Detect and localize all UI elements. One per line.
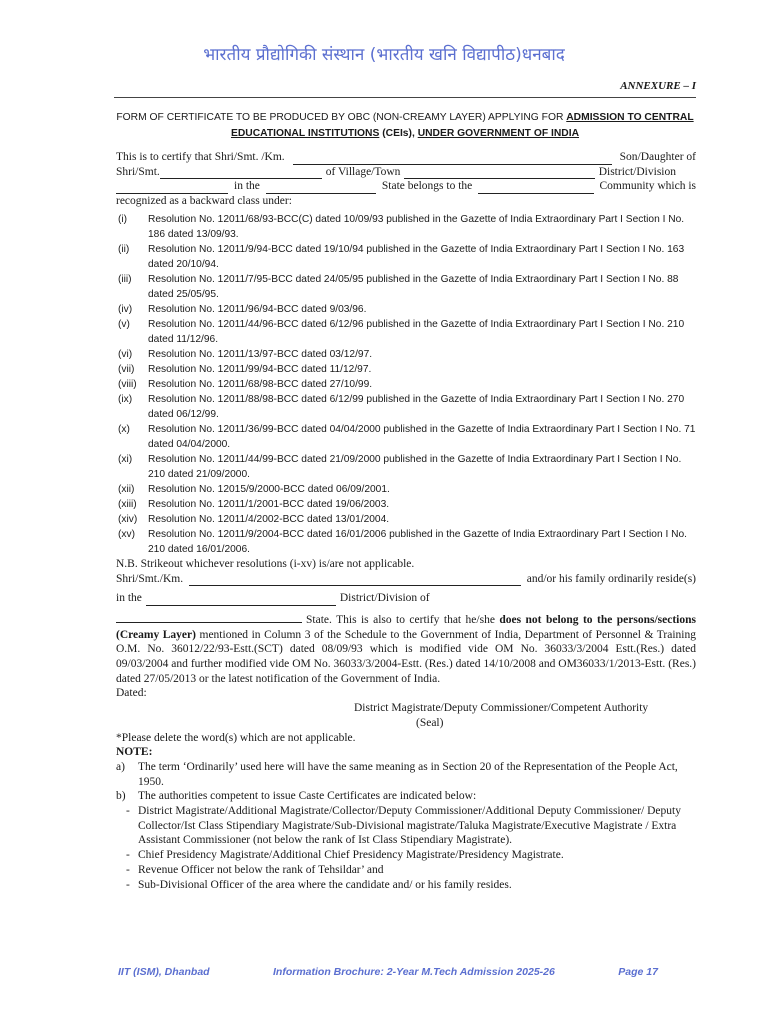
certify-text-2a: Shri/Smt. <box>116 165 160 178</box>
resolution-number: (xv) <box>118 528 135 540</box>
certify-line-2 <box>116 165 696 180</box>
resolution-number: (xiv) <box>118 513 138 525</box>
resolution-number: (ii) <box>118 243 130 255</box>
signatory-label: District Magistrate/Deputy Commissioner/Competent Authority <box>354 702 649 715</box>
form-title-mid: (CEIs), <box>379 128 418 139</box>
form-title-prefix: FORM OF CERTIFICATE TO BE PRODUCED BY OBC (NON-CREAMY LAYER) APPLYING FOR <box>116 112 567 123</box>
resolution-text: Resolution No. 12011/9/2004-BCC dated 16/01/2006 published in the Gazette of India Extraordinary Part I Section I No. 210 dated 16/01/2006. <box>148 528 687 555</box>
resolution-number: (vii) <box>118 363 135 375</box>
resolution-number: (iii) <box>118 273 132 285</box>
resolution-text: Resolution No. 12011/96/94-BCC dated 9/03/96. <box>148 303 367 315</box>
delete-note: *Please delete the word(s) which are not applicable. <box>116 731 356 744</box>
certify-text-1a: This is to certify that Shri/Smt. /Km. <box>116 151 285 163</box>
dated-label: Dated: <box>116 687 147 700</box>
authority-item: - Chief Presidency Magistrate/Additional Chief Presidency Magistrate/Presidency Magistrate. <box>126 849 564 862</box>
resolution-text: Resolution No. 12015/9/2000-BCC dated 06/09/2001. <box>148 483 390 495</box>
note-item-a <box>116 760 696 789</box>
resolution-number: (v) <box>118 318 130 330</box>
footer-page-number: Page 17 <box>618 966 658 978</box>
note-item-b <box>116 789 696 804</box>
authority-text: Revenue Officer not below the rank of Tehsildar’ and <box>138 863 384 876</box>
note-a-text: The term ‘Ordinarily’ used here will have the same meaning as in Section 20 of the Representation of the People Act, 1950. <box>138 760 678 788</box>
form-title <box>114 110 696 142</box>
note-section <box>116 745 696 892</box>
resolution-item <box>116 512 696 527</box>
state-paragraph <box>116 612 696 687</box>
resolution-item <box>116 527 696 557</box>
resolution-number: (i) <box>118 213 128 225</box>
certify-text-1b: Son/Daughter of <box>619 151 696 163</box>
reside-text-c: in the <box>116 592 142 605</box>
reside-line-2 <box>116 591 696 606</box>
district-blank[interactable] <box>116 183 228 194</box>
note-a-label: a) <box>116 760 125 773</box>
authority-item: - Sub-Divisional Officer of the area where the candidate and/ or his family resides. <box>126 878 512 891</box>
resolution-item <box>116 242 696 272</box>
certify-text-2b: of Village/Town <box>325 165 401 178</box>
certify-line-1 <box>116 150 696 165</box>
reside-district-blank[interactable] <box>146 595 336 606</box>
name-blank[interactable] <box>293 154 612 165</box>
footer-brochure: Information Brochure: 2-Year M.Tech Admission 2025-26 <box>273 966 555 978</box>
resolution-item <box>116 302 696 317</box>
resolution-item <box>116 452 696 482</box>
resolution-text: Resolution No. 12011/4/2002-BCC dated 13/01/2004. <box>148 513 390 525</box>
state-blank[interactable] <box>266 183 376 194</box>
resolution-number: (vi) <box>118 348 133 360</box>
resolutions-list <box>116 212 696 557</box>
resolution-item <box>116 482 696 497</box>
note-b-label: b) <box>116 790 126 803</box>
resolution-text: Resolution No. 12011/99/94-BCC dated 11/12/97. <box>148 363 372 375</box>
reside-text-b: and/or his family ordinarily reside(s) <box>526 572 696 585</box>
certify-text-3b: State belongs to the <box>381 180 473 193</box>
village-blank[interactable] <box>404 168 594 179</box>
strikeout-note: N.B. Strikeout whichever resolutions (i-xv) is/are not applicable. <box>116 557 415 570</box>
page-footer <box>118 966 658 978</box>
authority-text: Sub-Divisional Officer of the area where the candidate and/ or his family resides. <box>138 878 512 891</box>
form-title-underline-2: UNDER GOVERNMENT OF INDIA <box>417 128 580 139</box>
reside-name-blank[interactable] <box>189 575 521 586</box>
resolution-number: (viii) <box>118 378 137 390</box>
resolution-item <box>116 377 696 392</box>
header-divider <box>114 97 696 98</box>
resolution-number: (iv) <box>118 303 133 315</box>
resolution-text: Resolution No. 12011/44/96-BCC dated 6/12/96 published in the Gazette of India Extraordinary Part I Section I No. 210 dated 11/12/96. <box>148 318 685 345</box>
community-blank[interactable] <box>478 183 593 194</box>
note-b-text: The authorities competent to issue Caste Certificates are indicated below: <box>138 790 477 803</box>
resolution-text: Resolution No. 12011/44/99-BCC dated 21/09/2000 published in the Gazette of India Extraordinary Part I Section I No. 210 dated 21/09/2000. <box>148 453 682 480</box>
certify-line-4: recognized as a backward class under: <box>116 195 292 208</box>
authority-item: - Revenue Officer not below the rank of Tehsildar’ and <box>126 863 384 876</box>
institute-hindi-header: भारतीय प्रौद्योगिकी संस्थान (भारतीय खनि विद्यापीठ)धनबाद <box>203 45 565 65</box>
resolution-text: Resolution No. 12011/7/95-BCC dated 24/05/95 published in the Gazette of India Extraordinary Part I Section I No. 88 dated 25/05/95. <box>148 273 679 300</box>
certificate-body <box>116 150 696 892</box>
creamy-layer-text: does not belong to the persons/sections (Creamy Layer) <box>116 613 696 641</box>
resolution-number: (xii) <box>118 483 135 495</box>
resolution-text: Resolution No. 12011/88/98-BCC dated 6/12/99 published in the Gazette of India Extraordinary Part I Section I No. 270 dated 06/12/99. <box>148 393 685 420</box>
resolution-item <box>116 272 696 302</box>
resolution-item <box>116 347 696 362</box>
resolution-item <box>116 422 696 452</box>
state-text-c: mentioned in Column 3 of the Schedule to the Government of India, Department of Personnel & Training O.M. No. 36012/22/93-Estt.(SCT) dated 08/09/93 which is modified vide OM No. 36033/3/2004 Estt.(Res.) dated 09/03/2004 and further modified vide OM No. 36033/3/2004-Estt. (Res.) dated 14/10/2008 and OM36033/1/2013-Estt. (Res.) dated 27/05/2013 or the latest notification of the Government of India. <box>116 628 696 685</box>
note-heading: NOTE: <box>116 746 153 759</box>
resolution-item <box>116 362 696 377</box>
seal-label: (Seal) <box>416 716 444 729</box>
resolution-item <box>116 497 696 512</box>
reside-text-d: District/Division of <box>339 592 430 605</box>
footer-institute: IIT (ISM), Dhanbad <box>118 966 210 978</box>
resolution-text: Resolution No. 12011/1/2001-BCC dated 19/06/2003. <box>148 498 390 510</box>
parent-name-blank[interactable] <box>160 168 322 179</box>
resolution-number: (x) <box>118 423 130 435</box>
resolution-number: (xi) <box>118 453 133 465</box>
resolution-item <box>116 392 696 422</box>
annexure-label: ANNEXURE – I <box>620 80 696 92</box>
resolution-text: Resolution No. 12011/68/93-BCC(C) dated 10/09/93 published in the Gazette of India Extraordinary Part I Section I No. 186 dated 13/09/93. <box>148 213 685 240</box>
resolution-number: (ix) <box>118 393 133 405</box>
reside-line-1 <box>116 572 696 587</box>
certify-text-2c: District/Division <box>598 165 676 178</box>
resolution-item <box>116 317 696 347</box>
state-text-a: State. This is also to certify that he/she <box>306 613 500 626</box>
resolution-text: Resolution No. 12011/68/98-BCC dated 27/10/99. <box>148 378 373 390</box>
certify-text-3a: in the <box>234 180 260 193</box>
resolution-text: Resolution No. 12011/13/97-BCC dated 03/12/97. <box>148 348 373 360</box>
reside-text-a: Shri/Smt./Km. <box>116 572 184 585</box>
reside-state-blank[interactable] <box>116 612 302 623</box>
resolution-number: (xiii) <box>118 498 137 510</box>
resolution-text: Resolution No. 12011/36/99-BCC dated 04/04/2000 published in the Gazette of India Extraordinary Part I Section I No. 71 dated 04/04/2000. <box>148 423 696 450</box>
resolution-item <box>116 212 696 242</box>
certify-line-3 <box>116 179 696 194</box>
authority-item: - District Magistrate/Additional Magistrate/Collector/Deputy Commissioner/Additional Deputy Commissioner/ Deputy Collector/Ist Class Stipendiary Magistrate/Sub-Divisional magistrate/Taluka Magistrate/Executive Magistrate / Extra Assistant Commissioner (not below the rank of Ist Class Stipendiary Magistrate). <box>126 804 696 848</box>
authority-text: Chief Presidency Magistrate/Additional Chief Presidency Magistrate/Presidency Magistrate. <box>138 849 564 862</box>
resolution-text: Resolution No. 12011/9/94-BCC dated 19/10/94 published in the Gazette of India Extraordinary Part I Section I No. 163 dated 20/10/94. <box>148 243 685 270</box>
form-title-underline-1: ADMISSION TO CENTRAL EDUCATIONAL INSTITUTIONS <box>230 112 694 139</box>
authority-text: District Magistrate/Additional Magistrate/Collector/Deputy Commissioner/Additional Deputy Commissioner/ Deputy Collector/Ist Class Stipendiary Magistrate/Sub-Divisional magistrate/Taluka Magistrate/Executive Magistrate / Extra Assistant Commissioner (not below the rank of Ist Class Stipendiary Magistrate). <box>138 805 681 847</box>
certify-text-3c: Community which is <box>599 180 696 193</box>
